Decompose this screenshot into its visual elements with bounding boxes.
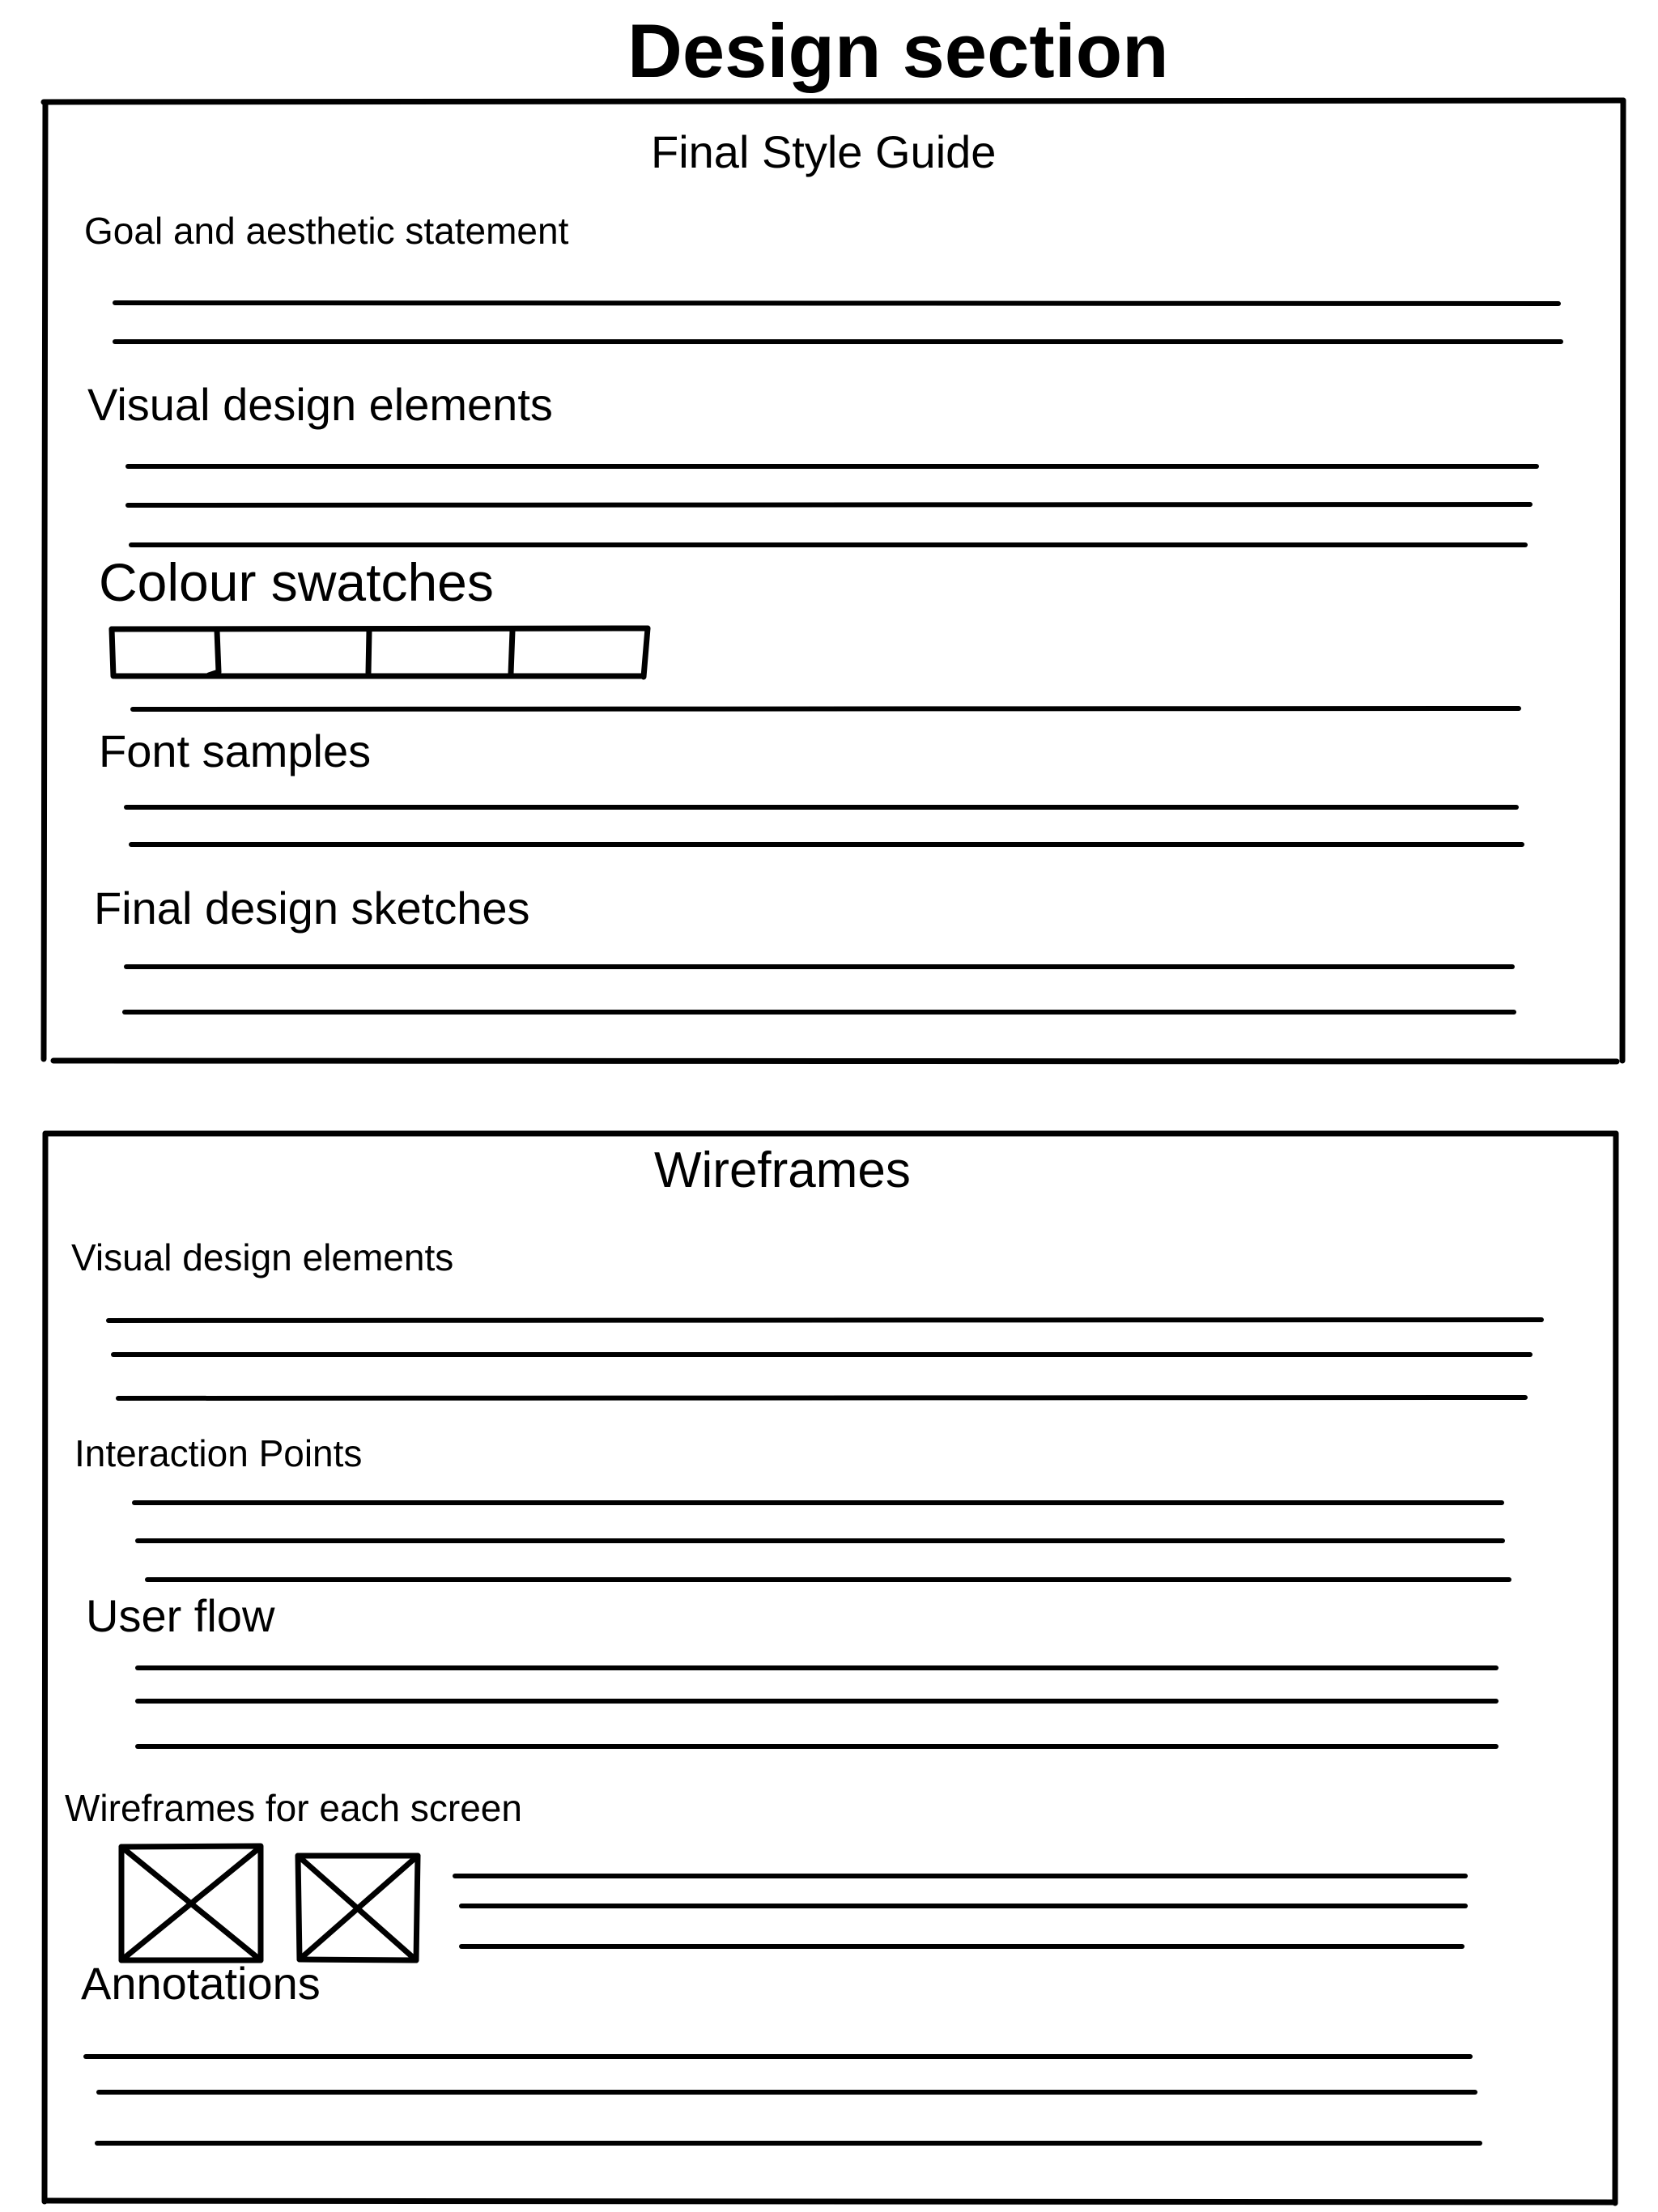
user-flow-label: User flow (86, 1590, 275, 1641)
page-title: Design section (627, 8, 1169, 93)
interaction-writing-lines (134, 1503, 1509, 1580)
wf-visual-writing-lines (108, 1320, 1541, 1398)
colour-swatch-strip (112, 628, 648, 677)
goal-label: Goal and aesthetic statement (84, 210, 569, 252)
per-screen-label: Wireframes for each screen (65, 1787, 522, 1829)
annotations-label: Annotations (81, 1958, 321, 2009)
goal-writing-lines (115, 303, 1561, 342)
sketches-writing-lines (125, 967, 1514, 1012)
visual-writing-lines (128, 466, 1537, 545)
image-placeholder-icon (298, 1856, 418, 1960)
colour-swatch-divider (511, 631, 512, 674)
colour-swatch-divider (368, 631, 369, 673)
wf-visual-elements-label: Visual design elements (71, 1236, 454, 1278)
visual-elements-label: Visual design elements (87, 379, 553, 430)
interaction-points-label: Interaction Points (74, 1432, 363, 1474)
per-screen-writing-lines (455, 1876, 1465, 1946)
colour-writing-line (133, 708, 1519, 709)
style-guide-title: Final Style Guide (651, 126, 997, 177)
image-placeholder-icon (121, 1846, 261, 1960)
font-writing-lines (126, 807, 1522, 844)
wireframes-title: Wireframes (654, 1142, 911, 1198)
colour-swatches-label: Colour swatches (99, 552, 494, 612)
font-samples-label: Font samples (99, 725, 372, 776)
colour-swatch-divider (209, 631, 219, 675)
final-sketches-label: Final design sketches (94, 883, 530, 934)
user-flow-writing-lines (138, 1668, 1496, 1746)
annotations-writing-lines (86, 2057, 1480, 2143)
